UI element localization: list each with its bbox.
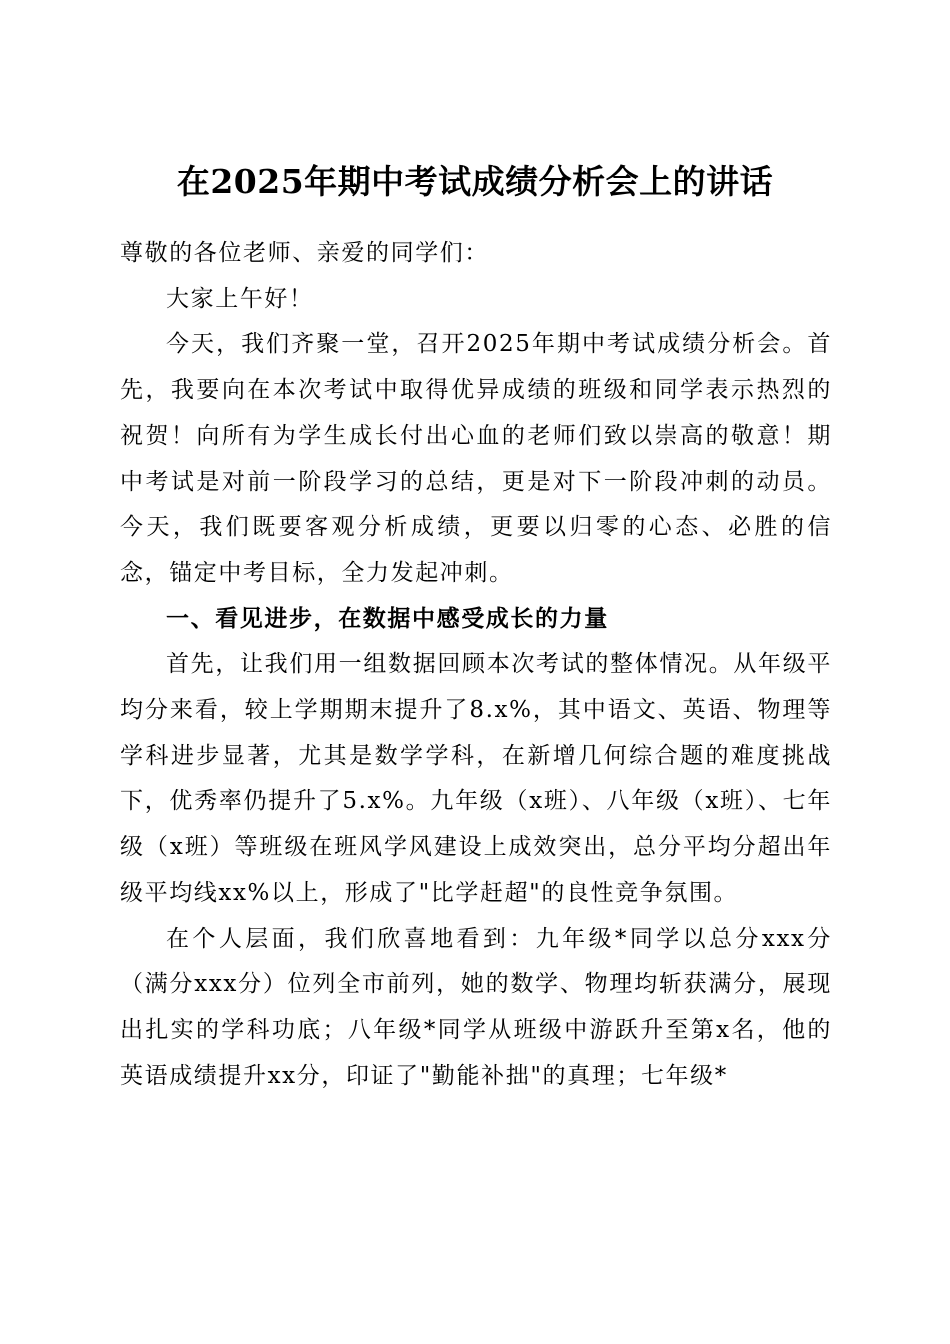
intro-paragraph: 今天，我们齐聚一堂，召开2025年期中考试成绩分析会。首先，我要向在本次考试中取得优异成绩的班级和同学表示热烈的祝贺！向所有为学生成长付出心血的老师们致以崇高的敬意！期中考试是对前一阶段学习的总结，更是对下一阶段冲刺的动员。今天，我们既要客观分析成绩，更要以归零的心态、必胜的信念，锚定中考目标，全力发起冲刺。 [120, 331, 832, 586]
document-title: 在2025年期中考试成绩分析会上的讲话 [176, 162, 774, 202]
section-heading: 一、看见进步，在数据中感受成长的力量 [166, 605, 609, 632]
salutation: 尊敬的各位老师、亲爱的同学们： [120, 240, 489, 266]
section-paragraph: 首先，让我们用一组数据回顾本次考试的整体情况。从年级平均分来看，较上学期期末提升了8.x%，其中语文、英语、物理等学科进步显著，尤其是数学学科，在新增几何综合题的难度挑战下，优秀率仍提升了5.x%。九年级（x班）、八年级（x班）、七年级（x班）等班级在班风学风建设上成效突出，总分平均分超出年级平均线xx%以上，形成了"比学赶超"的良性竞争氛围。 [120, 651, 832, 906]
document-body [120, 231, 832, 1099]
greeting: 大家上午好！ [166, 285, 314, 312]
section-paragraph: 在个人层面，我们欣喜地看到：九年级*同学以总分xxx分（满分xxx分）位列全市前列，她的数学、物理均斩获满分，展现出扎实的学科功底；八年级*同学从班级中游跃升至第x名，他的英语成绩提升xx分，印证了"勤能补拙"的真理；七年级* [120, 925, 832, 1089]
